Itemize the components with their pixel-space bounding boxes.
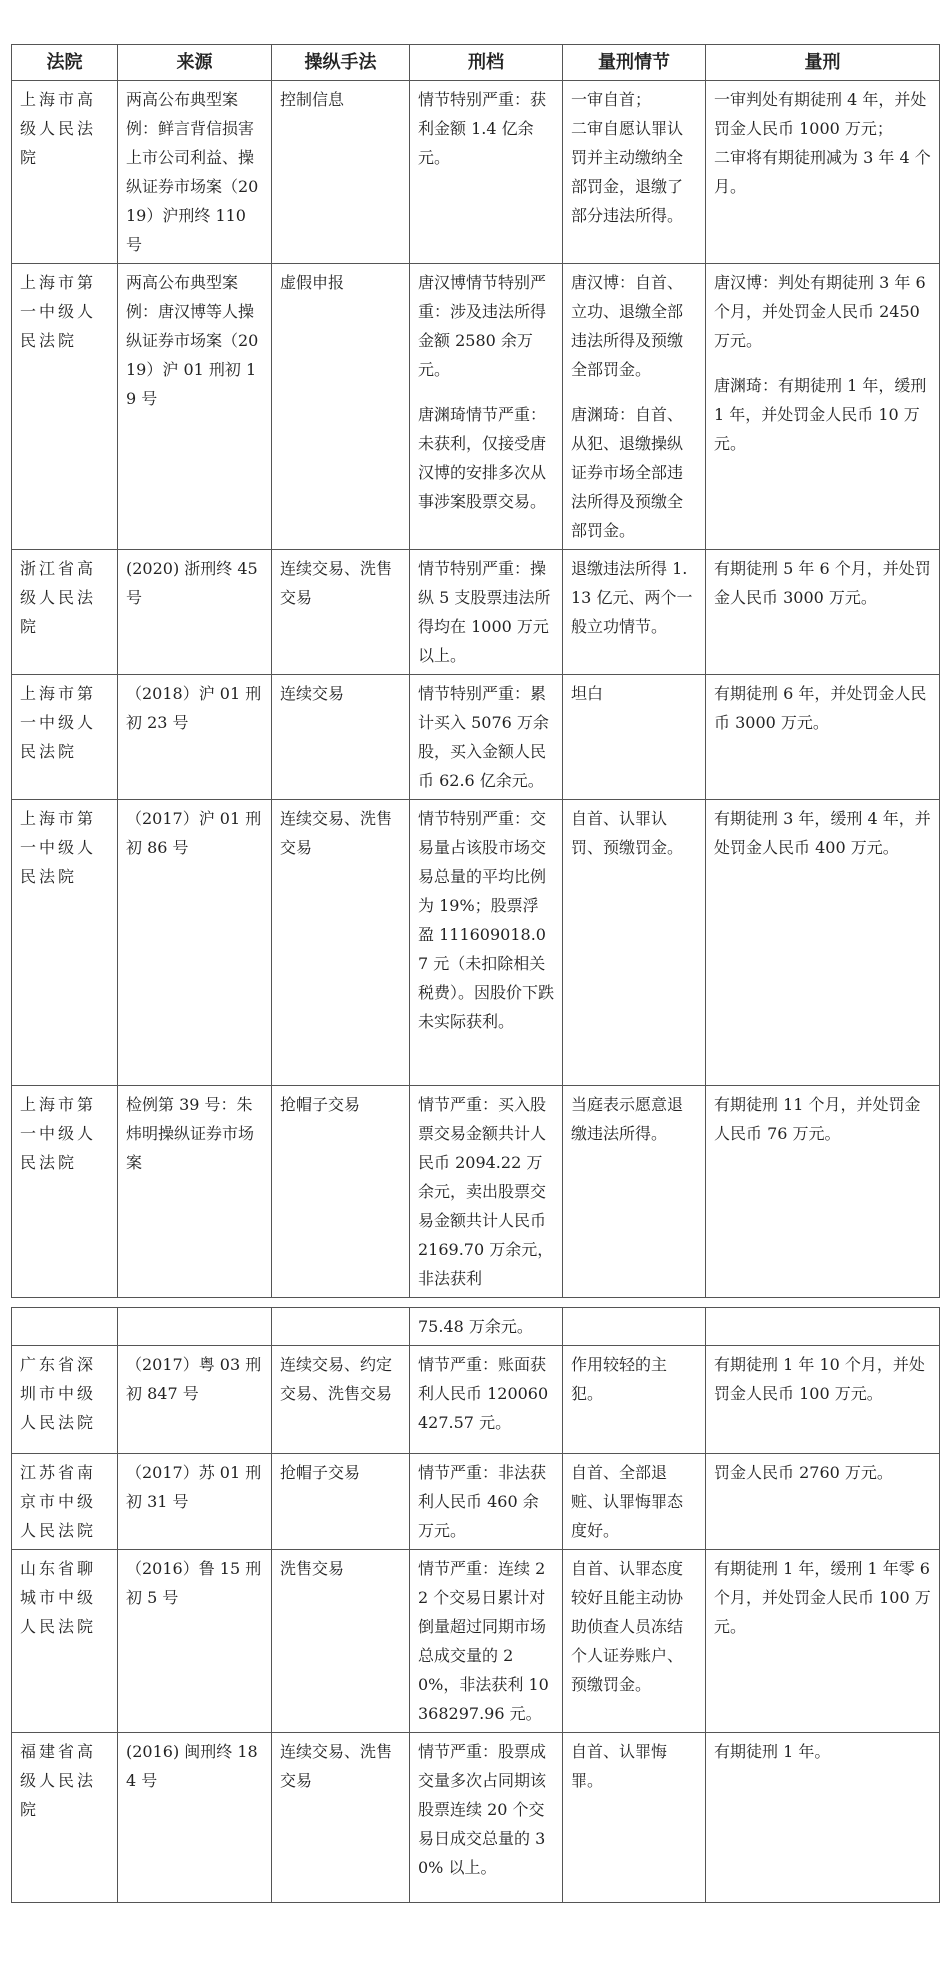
cell-source: （2018）沪 01 刑初 23 号 bbox=[118, 675, 272, 800]
cell-level-paragraph: 情节特别严重：获利金额 1.4 亿余元。 bbox=[418, 90, 547, 167]
cell-factors-paragraph: 自首、认罪悔罪。 bbox=[571, 1742, 668, 1790]
cell-factors bbox=[563, 1346, 706, 1454]
cell-level-paragraph: 情节特别严重：操纵 5 支股票违法所得均在 1000 万元以上。 bbox=[418, 559, 551, 665]
cell-factors-paragraph: 二审自愿认罪认罚并主动缴纳全部罚金，退缴了部分违法所得。 bbox=[571, 119, 684, 225]
table-row bbox=[12, 1733, 940, 1903]
cell-method: 连续交易、洗售交易 bbox=[272, 800, 410, 1086]
cell-level bbox=[410, 675, 563, 800]
cell-court: 福建省高级人民法院 bbox=[12, 1733, 118, 1903]
cell-sentence bbox=[706, 675, 940, 800]
cell-factors-paragraph: 自首、认罪认罚、预缴罚金。 bbox=[571, 809, 684, 857]
cell-sentence bbox=[706, 1086, 940, 1298]
cell-factors-paragraph: 唐渊琦：自首、从犯、退缴操纵证券市场全部违法所得及预缴全部罚金。 bbox=[571, 405, 684, 540]
cell-method: 连续交易、约定交易、洗售交易 bbox=[272, 1346, 410, 1454]
cell-factors bbox=[563, 550, 706, 675]
cell-sentence bbox=[706, 1733, 940, 1903]
cell-sentence-paragraph: 罚金人民币 2760 万元。 bbox=[714, 1463, 893, 1482]
cell-method: 虚假申报 bbox=[272, 264, 410, 550]
cell-source: (2016) 闽刑终 184 号 bbox=[118, 1733, 272, 1903]
cell-court: 上海市第一中级人民法院 bbox=[12, 1086, 118, 1298]
cell-sentence bbox=[706, 1454, 940, 1550]
cell-court: 上海市第一中级人民法院 bbox=[12, 264, 118, 550]
cell-source: (2020) 浙刑终 45 号 bbox=[118, 550, 272, 675]
cell-sentence-paragraph: 唐汉博：判处有期徒刑 3 年 6 个月，并处罚金人民币 2450 万元。 bbox=[714, 273, 926, 350]
cell-method bbox=[272, 1308, 410, 1346]
cell-method: 控制信息 bbox=[272, 81, 410, 264]
cell-method: 连续交易、洗售交易 bbox=[272, 550, 410, 675]
cell-level bbox=[410, 550, 563, 675]
table-row bbox=[12, 1346, 940, 1454]
cell-source: 检例第 39 号：朱炜明操纵证券市场案 bbox=[118, 1086, 272, 1298]
header-source: 来源 bbox=[118, 45, 272, 81]
cell-sentence-paragraph: 一审判处有期徒刑 4 年，并处罚金人民币 1000 万元； bbox=[714, 90, 927, 138]
cell-level bbox=[410, 1086, 563, 1298]
cell-level bbox=[410, 1454, 563, 1550]
cell-factors-paragraph: 自首、全部退赃、认罪悔罪态度好。 bbox=[571, 1463, 684, 1540]
cell-method: 连续交易、洗售交易 bbox=[272, 1733, 410, 1903]
cell-method: 连续交易 bbox=[272, 675, 410, 800]
cell-level bbox=[410, 1308, 563, 1346]
sentencing-table-wrapper bbox=[11, 44, 939, 1903]
cell-factors-paragraph: 作用较轻的主犯。 bbox=[571, 1355, 668, 1403]
cell-factors-paragraph: 唐汉博：自首、立功、退缴全部违法所得及预缴全部罚金。 bbox=[571, 273, 684, 379]
cell-factors bbox=[563, 1733, 706, 1903]
cell-level-paragraph: 唐渊琦情节严重：未获利，仅接受唐汉博的安排多次从事涉案股票交易。 bbox=[418, 405, 547, 511]
cell-factors bbox=[563, 800, 706, 1086]
cell-court: 上海市第一中级人民法院 bbox=[12, 800, 118, 1086]
cell-court: 浙江省高级人民法院 bbox=[12, 550, 118, 675]
table-body bbox=[12, 81, 940, 1903]
cell-sentence-paragraph: 有期徒刑 1 年 10 个月，并处罚金人民币 100 万元。 bbox=[714, 1355, 925, 1403]
cell-factors bbox=[563, 1086, 706, 1298]
cell-factors bbox=[563, 1550, 706, 1733]
cell-factors-paragraph: 退缴违法所得 1.13 亿元、两个一般立功情节。 bbox=[571, 559, 693, 636]
cell-factors-paragraph: 当庭表示愿意退缴违法所得。 bbox=[571, 1095, 684, 1143]
table-row bbox=[12, 1308, 940, 1346]
cell-court: 上海市高级人民法院 bbox=[12, 81, 118, 264]
table-row bbox=[12, 800, 940, 1086]
cell-level-paragraph: 情节严重：非法获利人民币 460 余万元。 bbox=[418, 1463, 547, 1540]
cell-court: 江苏省南京市中级人民法院 bbox=[12, 1454, 118, 1550]
cell-sentence bbox=[706, 81, 940, 264]
cell-sentence-paragraph: 有期徒刑 5 年 6 个月，并处罚金人民币 3000 万元。 bbox=[714, 559, 931, 607]
cell-level bbox=[410, 1346, 563, 1454]
cell-level bbox=[410, 1733, 563, 1903]
cell-factors-paragraph: 一审自首； bbox=[571, 90, 652, 109]
cell-court bbox=[12, 1308, 118, 1346]
cell-method: 抢帽子交易 bbox=[272, 1454, 410, 1550]
cell-sentence-paragraph: 有期徒刑 3 年，缓刑 4 年，并处罚金人民币 400 万元。 bbox=[714, 809, 931, 857]
cell-source: 两高公布典型案例：鲜言背信损害上市公司利益、操纵证券市场案（2019）沪刑终 110 号 bbox=[118, 81, 272, 264]
cell-sentence bbox=[706, 264, 940, 550]
cell-court: 广东省深圳市中级人民法院 bbox=[12, 1346, 118, 1454]
cell-factors bbox=[563, 1454, 706, 1550]
table-row bbox=[12, 1550, 940, 1733]
cell-source: 两高公布典型案例：唐汉博等人操纵证券市场案（2019）沪 01 刑初 19 号 bbox=[118, 264, 272, 550]
header-factors: 量刑情节 bbox=[563, 45, 706, 81]
cell-level-paragraph: 情节严重：连续 22 个交易日累计对倒量超过同期市场总成交量的 20%，非法获利 10368297.96 元。 bbox=[418, 1559, 549, 1723]
cell-level-paragraph: 情节严重：买入股票交易金额共计人民币 2094.22 万余元，卖出股票交易金额共计人民币 2169.70 万余元，非法获利 bbox=[418, 1095, 554, 1288]
cell-sentence bbox=[706, 1308, 940, 1346]
cell-factors bbox=[563, 81, 706, 264]
cell-sentence bbox=[706, 550, 940, 675]
cell-factors bbox=[563, 675, 706, 800]
cell-level-paragraph: 情节特别严重：交易量占该股市场交易总量的平均比例为 19%；股票浮盈 111609018.07 元（未扣除相关税费）。因股价下跌未实际获利。 bbox=[418, 809, 555, 1031]
cell-sentence-paragraph: 有期徒刑 1 年，缓刑 1 年零 6 个月，并处罚金人民币 100 万元。 bbox=[714, 1559, 931, 1636]
cell-level bbox=[410, 800, 563, 1086]
cell-factors bbox=[563, 1308, 706, 1346]
page-break-spacer bbox=[12, 1298, 940, 1308]
cell-level bbox=[410, 1550, 563, 1733]
cell-level-paragraph: 情节严重：账面获利人民币 120060427.57 元。 bbox=[418, 1355, 549, 1432]
cell-source: （2016）鲁 15 刑初 5 号 bbox=[118, 1550, 272, 1733]
cell-source bbox=[118, 1308, 272, 1346]
cell-level bbox=[410, 264, 563, 550]
cell-level-paragraph: 情节严重：股票成交量多次占同期该股票连续 20 个交易日成交总量的 30% 以上。 bbox=[418, 1742, 547, 1877]
cell-source: （2017）苏 01 刑初 31 号 bbox=[118, 1454, 272, 1550]
cell-method: 抢帽子交易 bbox=[272, 1086, 410, 1298]
cell-factors bbox=[563, 264, 706, 550]
cell-factors-paragraph: 自首、认罪态度较好且能主动协助侦查人员冻结个人证券账户、预缴罚金。 bbox=[571, 1559, 684, 1694]
cell-court: 上海市第一中级人民法院 bbox=[12, 675, 118, 800]
header-method: 操纵手法 bbox=[272, 45, 410, 81]
header-court: 法院 bbox=[12, 45, 118, 81]
page-break-gap bbox=[12, 1298, 940, 1308]
cell-level bbox=[410, 81, 563, 264]
cell-sentence-paragraph: 二审将有期徒刑减为 3 年 4 个月。 bbox=[714, 148, 931, 196]
cell-sentence-paragraph: 唐渊琦：有期徒刑 1 年，缓刑 1 年，并处罚金人民币 10 万元。 bbox=[714, 376, 927, 453]
cell-factors-paragraph: 坦白 bbox=[571, 684, 604, 703]
header-sentence: 量刑 bbox=[706, 45, 940, 81]
cell-sentence-paragraph: 有期徒刑 6 年，并处罚金人民币 3000 万元。 bbox=[714, 684, 927, 732]
cell-method: 洗售交易 bbox=[272, 1550, 410, 1733]
cell-sentence-paragraph: 有期徒刑 11 个月，并处罚金人民币 76 万元。 bbox=[714, 1095, 921, 1143]
cell-sentence-paragraph: 有期徒刑 1 年。 bbox=[714, 1742, 831, 1761]
cell-sentence bbox=[706, 1346, 940, 1454]
cell-sentence bbox=[706, 1550, 940, 1733]
table-row bbox=[12, 1454, 940, 1550]
cell-source: （2017）沪 01 刑初 86 号 bbox=[118, 800, 272, 1086]
table-row bbox=[12, 1086, 940, 1298]
cell-level-paragraph: 唐汉博情节特别严重：涉及违法所得金额 2580 余万元。 bbox=[418, 273, 547, 379]
table-row bbox=[12, 81, 940, 264]
table-row bbox=[12, 550, 940, 675]
cell-level-paragraph: 情节特别严重：累计买入 5076 万余股，买入金额人民币 62.6 亿余元。 bbox=[418, 684, 549, 790]
table-row bbox=[12, 264, 940, 550]
cell-level-paragraph: 75.48 万余元。 bbox=[418, 1317, 533, 1336]
cell-sentence bbox=[706, 800, 940, 1086]
cell-court: 山东省聊城市中级人民法院 bbox=[12, 1550, 118, 1733]
table-row bbox=[12, 675, 940, 800]
header-row bbox=[12, 45, 940, 81]
cell-source: （2017）粤 03 刑初 847 号 bbox=[118, 1346, 272, 1454]
sentencing-table bbox=[11, 44, 940, 1903]
header-level: 刑档 bbox=[410, 45, 563, 81]
